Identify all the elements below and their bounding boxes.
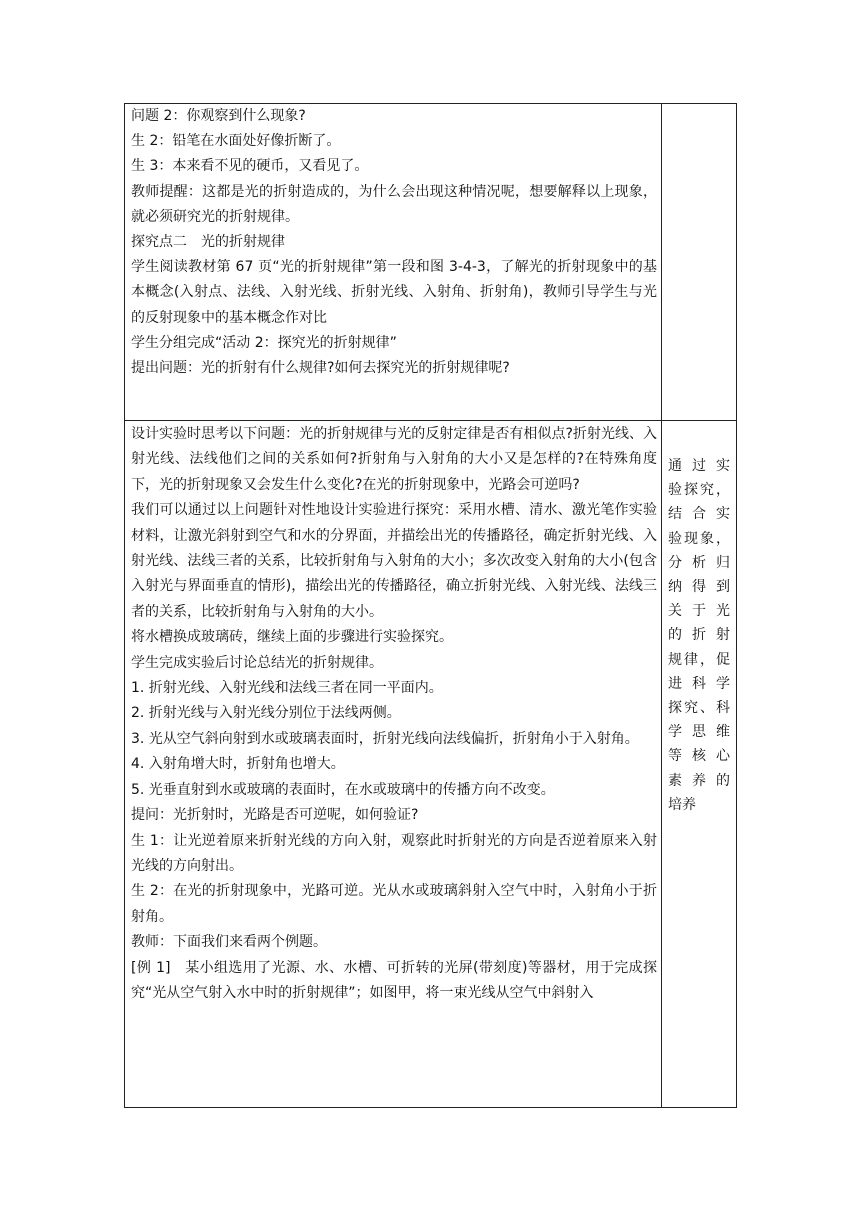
list-item: 5. 光垂直射到水或玻璃的表面时，在水或玻璃中的传播方向不改变。 xyxy=(131,781,555,798)
example-paragraph: [例 1] 某小组选用了光源、水、水槽、可折转的光屏(带刻度)等器材，用于完成探究“光从空气射入水中时的折射规律”；如图甲，将一束光线从空气中斜射入 xyxy=(131,959,657,1001)
paragraph: 生 1：让光逆着原来折射光线的方向入射，观察此时折射光的方向是否逆着原来入射光线的方向射出。 xyxy=(131,832,657,874)
list-item: 1. 折射光线、入射光线和法线三者在同一平面内。 xyxy=(131,680,443,697)
paragraph: 提出问题：光的折射有什么规律?如何去探究光的折射规律呢? xyxy=(131,360,510,377)
note-line: 培养 xyxy=(668,796,696,813)
note-line: 验现象， xyxy=(668,530,730,547)
note-line: 纳得到 xyxy=(668,579,730,596)
paragraph: 学生分组完成“活动 2：探究光的折射规律” xyxy=(131,334,397,351)
note-line: 素养的 xyxy=(668,772,730,789)
paragraph: 生 3：本来看不见的硬币，又看见了。 xyxy=(131,158,369,175)
section-heading: 探究点二 光的折射规律 xyxy=(131,234,285,251)
upper-content-cell xyxy=(131,104,657,381)
lower-content-cell xyxy=(131,422,657,1006)
lesson-table xyxy=(124,103,737,1108)
note-line: 进科学 xyxy=(668,675,730,692)
paragraph: 问题 2：你观察到什么现象? xyxy=(131,108,306,124)
paragraph: 教师：下面我们来看两个例题。 xyxy=(131,934,327,951)
note-line: 学思维 xyxy=(668,724,730,741)
paragraph: 教师提醒：这都是光的折射造成的，为什么会出现这种情况呢，想要解释以上现象，就必须研究光的折射规律。 xyxy=(131,183,657,225)
list-item: 4. 入射角增大时，折射角也增大。 xyxy=(131,756,345,773)
note-line: 结合实 xyxy=(668,506,730,523)
note-line: 探究、科 xyxy=(668,700,730,717)
list-item: 3. 光从空气斜向射到水或玻璃表面时，折射光线向法线偏折，折射角小于入射角。 xyxy=(131,730,639,747)
paragraph: 学生完成实验后讨论总结光的折射规律。 xyxy=(131,654,383,671)
note-line: 验探究， xyxy=(668,482,730,499)
note-line: 关于光 xyxy=(668,603,730,620)
paragraph: 将水槽换成玻璃砖，继续上面的步骤进行实验探究。 xyxy=(131,629,453,646)
note-line: 规律，促 xyxy=(668,651,730,668)
row-divider xyxy=(125,420,736,421)
design-intent-note xyxy=(668,454,730,817)
note-line: 的折射 xyxy=(668,627,730,644)
column-divider xyxy=(661,104,662,1107)
list-item: 2. 折射光线与入射光线分别位于法线两侧。 xyxy=(131,705,401,722)
paragraph: 设计实验时思考以下问题：光的折射规律与光的反射定律是否有相似点?折射光线、入射光线、法线他们之间的关系如何?折射角与入射角的大小又是怎样的?在特殊角度下，光的折射现象又会发生什么变化?在光的折射现象中，光路会可逆吗? xyxy=(131,426,657,493)
note-line: 分析归 xyxy=(668,554,730,571)
note-line: 通过实 xyxy=(668,458,730,474)
note-line: 等核心 xyxy=(668,748,730,765)
paragraph: 生 2：铅笔在水面处好像折断了。 xyxy=(131,133,341,150)
paragraph: 学生阅读教材第 67 页“光的折射规律”第一段和图 3-4-3，了解光的折射现象中的基本概念(入射点、法线、入射光线、折射光线、入射角、折射角)，教师引导学生与光的反射现象中的基本概念作对比 xyxy=(131,259,657,326)
paragraph: 提问：光折射时，光路是否可逆呢，如何验证? xyxy=(131,807,419,824)
paragraph: 生 2：在光的折射现象中，光路可逆。光从水或玻璃斜射入空气中时，入射角小于折射角。 xyxy=(131,883,657,925)
paragraph: 我们可以通过以上问题针对性地设计实验进行探究：采用水槽、清水、激光笔作实验材料，让激光斜射到空气和水的分界面，并描绘出光的传播路径，确定折射光线、入射光线、法线三者的关系，比较折射角与入射角的大小；多次改变入射角的大小(包含入射光与界面垂直的情形)，描绘出光的传播路径，确立折射光线、入射光线、法线三者的关系，比较折射角与入射角的大小。 xyxy=(131,502,657,620)
